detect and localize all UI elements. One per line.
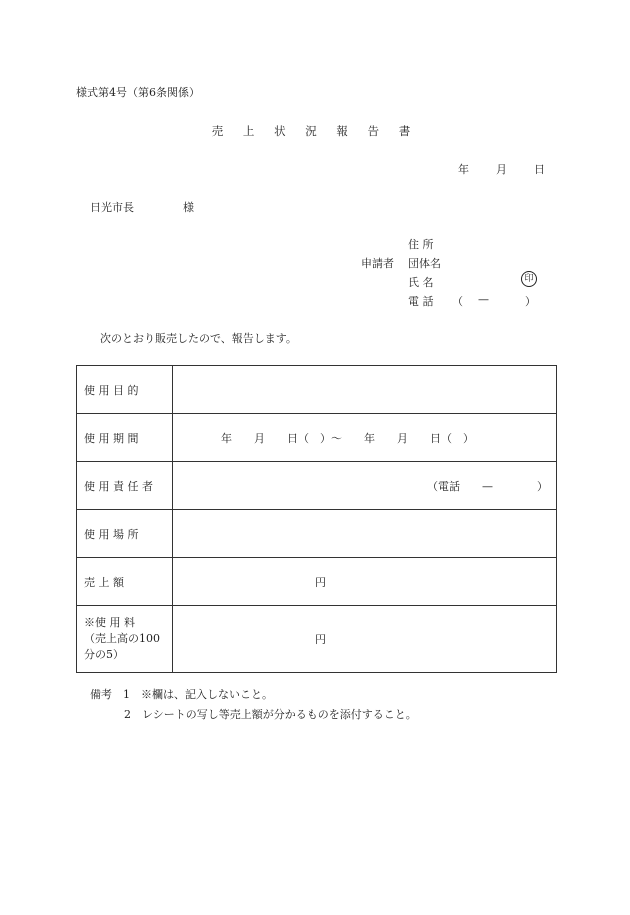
fee-field[interactable]	[173, 606, 557, 673]
table-row	[77, 510, 557, 558]
applicant-phone-label: 電 話	[408, 295, 434, 308]
table-row	[77, 366, 557, 414]
place-label: 使 用 場 所	[77, 510, 173, 558]
phone-paren-close: ）	[525, 295, 536, 308]
addressee-honorific: 様	[183, 201, 194, 214]
purpose-field[interactable]	[173, 366, 557, 414]
purpose-label: 使 用 目 的	[77, 366, 173, 414]
addressee-name: 日光市長	[90, 201, 134, 214]
phone-paren-open: （	[452, 295, 463, 308]
seal-mark: 印	[521, 271, 537, 287]
period-field[interactable]	[173, 414, 557, 462]
table-row	[77, 558, 557, 606]
sales-unit: 円	[315, 575, 326, 589]
responsible-label: 使 用 責 任 者	[77, 462, 173, 510]
document-title: 売 上 状 況 報 告 書	[211, 124, 419, 138]
period-value: 年 月 日（ ）～ 年 月 日（ ）	[221, 431, 474, 445]
fee-label-line2: （売上高の100	[84, 632, 160, 645]
table-row	[77, 606, 557, 673]
date-month: 月	[496, 163, 507, 176]
sales-label: 売 上 額	[77, 558, 173, 606]
date-year: 年	[458, 163, 469, 176]
period-label: 使 用 期 間	[77, 414, 173, 462]
date-day: 日	[534, 163, 545, 176]
phone-dash: —	[478, 293, 489, 306]
table-row	[77, 414, 557, 462]
report-table	[76, 365, 557, 673]
table-row	[77, 462, 557, 510]
note-1: 備考 1 ※欄は、記入しないこと。	[90, 688, 273, 701]
note-2: 2 レシートの写し等売上額が分かるものを添付すること。	[124, 708, 417, 721]
fee-unit: 円	[315, 633, 326, 646]
applicant-address-label: 住 所	[408, 238, 434, 251]
responsible-phone: （電話 — ）	[427, 479, 548, 493]
applicant-name-label: 氏 名	[408, 276, 434, 289]
place-field[interactable]	[173, 510, 557, 558]
applicant-group-label: 団体名	[408, 257, 441, 270]
fee-label-line3: 分の5）	[84, 648, 124, 661]
form-number: 様式第4号（第6条関係）	[76, 86, 200, 99]
fee-label-line1: ※使 用 料	[84, 616, 135, 629]
date-line	[455, 161, 545, 177]
responsible-field[interactable]	[173, 462, 557, 510]
fee-label	[77, 606, 173, 673]
sales-field[interactable]	[173, 558, 557, 606]
intro-text: 次のとおり販売したので、報告します。	[100, 332, 297, 345]
applicant-label: 申請者	[361, 257, 394, 270]
